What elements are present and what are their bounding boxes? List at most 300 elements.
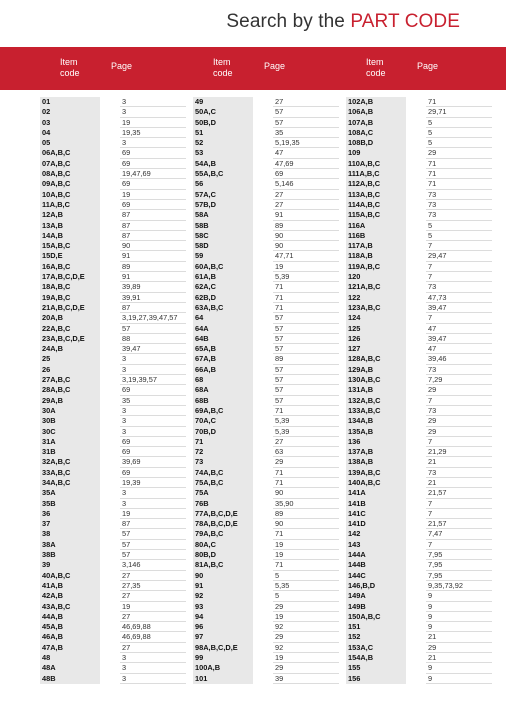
item-code: 110A,B,C <box>346 159 406 169</box>
page-ref: 9 <box>426 622 492 632</box>
page-ref: 69 <box>120 437 186 447</box>
item-code: 65A,B <box>193 344 253 354</box>
page-ref: 39,46 <box>426 354 492 364</box>
item-code: 29A,B <box>40 396 100 406</box>
item-code: 52 <box>193 138 253 148</box>
page-ref: 19 <box>273 540 339 550</box>
item-code: 28A,B,C <box>40 385 100 395</box>
item-code: 35B <box>40 499 100 509</box>
table-row <box>40 365 186 375</box>
page-ref: 57 <box>120 529 186 539</box>
page-ref: 57 <box>273 118 339 128</box>
page-ref: 63 <box>273 447 339 457</box>
table-row <box>346 262 492 272</box>
page-ref: 5,39 <box>273 427 339 437</box>
table-row <box>193 416 339 426</box>
page-ref: 7 <box>426 509 492 519</box>
item-code: 50B,D <box>193 118 253 128</box>
item-code: 96 <box>193 622 253 632</box>
page-ref: 71 <box>426 179 492 189</box>
page-ref: 3,19,39,57 <box>120 375 186 385</box>
table-row <box>346 293 492 303</box>
item-code: 49 <box>193 97 253 107</box>
table-row <box>346 632 492 642</box>
table-row <box>346 190 492 200</box>
page-ref: 27 <box>120 612 186 622</box>
page-ref: 7,95 <box>426 571 492 581</box>
page-ref: 39 <box>273 674 339 684</box>
table-row <box>193 272 339 282</box>
page-ref: 5 <box>273 571 339 581</box>
item-code: 58D <box>193 241 253 251</box>
table-row <box>193 107 339 117</box>
header-code-label: code <box>366 68 386 78</box>
table-row <box>40 550 186 560</box>
table-row <box>193 169 339 179</box>
page-ref: 69 <box>273 169 339 179</box>
item-code: 05 <box>40 138 100 148</box>
table-row <box>40 107 186 117</box>
item-code: 76B <box>193 499 253 509</box>
item-code: 106A,B <box>346 107 406 117</box>
item-code: 149B <box>346 602 406 612</box>
item-code: 71 <box>193 437 253 447</box>
item-code: 132A,B,C <box>346 396 406 406</box>
page-ref: 3 <box>120 406 186 416</box>
table-row <box>40 643 186 653</box>
item-code: 51 <box>193 128 253 138</box>
table-row <box>193 457 339 467</box>
table-row <box>193 581 339 591</box>
table-row <box>193 406 339 416</box>
item-code: 149A <box>346 591 406 601</box>
item-code: 64 <box>193 313 253 323</box>
page-ref: 9 <box>426 674 492 684</box>
item-code: 27A,B,C <box>40 375 100 385</box>
table-row <box>346 375 492 385</box>
page-ref: 9 <box>426 602 492 612</box>
table-row <box>40 540 186 550</box>
item-code: 66A,B <box>193 365 253 375</box>
table-row <box>40 118 186 128</box>
table-row <box>193 427 339 437</box>
page-ref: 5,146 <box>273 179 339 189</box>
item-code: 06A,B,C <box>40 148 100 158</box>
page-ref: 7 <box>426 313 492 323</box>
item-code: 112A,B,C <box>346 179 406 189</box>
item-code: 09A,B,C <box>40 179 100 189</box>
table-row <box>40 560 186 570</box>
item-code: 133A,B,C <box>346 406 406 416</box>
table-row <box>193 148 339 158</box>
page-ref: 92 <box>273 622 339 632</box>
item-code: 14A,B <box>40 231 100 241</box>
table-row <box>346 416 492 426</box>
page-ref: 57 <box>120 324 186 334</box>
item-code-header <box>213 57 233 79</box>
table-column-3 <box>346 97 492 684</box>
item-code: 04 <box>40 128 100 138</box>
page-ref: 71 <box>273 478 339 488</box>
table-row <box>346 427 492 437</box>
item-code: 69A,B,C <box>193 406 253 416</box>
table-row <box>346 468 492 478</box>
item-code: 38A <box>40 540 100 550</box>
item-code: 75A <box>193 488 253 498</box>
table-row <box>40 128 186 138</box>
table-row <box>40 602 186 612</box>
item-code: 72 <box>193 447 253 457</box>
table-row <box>40 293 186 303</box>
table-row <box>193 437 339 447</box>
header-code-label: code <box>213 68 233 78</box>
item-code: 80B,D <box>193 550 253 560</box>
table-row <box>40 251 186 261</box>
item-code: 48 <box>40 653 100 663</box>
item-code: 53 <box>193 148 253 158</box>
table-row <box>346 148 492 158</box>
item-code: 60A,B,C <box>193 262 253 272</box>
item-code: 68B <box>193 396 253 406</box>
table-row <box>346 251 492 261</box>
page-ref: 3 <box>120 427 186 437</box>
item-code: 34A,B,C <box>40 478 100 488</box>
table-row <box>193 509 339 519</box>
item-code: 139A,B,C <box>346 468 406 478</box>
page-ref: 47 <box>426 344 492 354</box>
page-ref: 57 <box>273 396 339 406</box>
page-ref: 73 <box>426 468 492 478</box>
page-ref: 19 <box>120 509 186 519</box>
page-ref: 39,91 <box>120 293 186 303</box>
item-code: 78A,B,C,D,E <box>193 519 253 529</box>
item-code: 25 <box>40 354 100 364</box>
table-row <box>193 447 339 457</box>
page-ref: 90 <box>273 488 339 498</box>
table-row <box>193 375 339 385</box>
table-column-1 <box>40 97 186 684</box>
page-ref: 5,35 <box>273 581 339 591</box>
page-ref: 29 <box>426 643 492 653</box>
page-ref: 47 <box>426 324 492 334</box>
table-row <box>40 591 186 601</box>
item-code: 20A,B <box>40 313 100 323</box>
table-row <box>346 231 492 241</box>
item-code: 12A,B <box>40 210 100 220</box>
page-ref: 35 <box>273 128 339 138</box>
page-ref: 19 <box>120 118 186 128</box>
table-row <box>40 241 186 251</box>
page-ref: 88 <box>120 334 186 344</box>
item-code: 99 <box>193 653 253 663</box>
table-row <box>346 591 492 601</box>
item-code: 154A,B <box>346 653 406 663</box>
page-ref: 47 <box>273 148 339 158</box>
page-ref: 3 <box>120 138 186 148</box>
item-code: 38B <box>40 550 100 560</box>
item-code: 79A,B,C <box>193 529 253 539</box>
page-ref: 57 <box>273 375 339 385</box>
item-code: 62A,C <box>193 282 253 292</box>
table-row <box>40 653 186 663</box>
item-code: 31A <box>40 437 100 447</box>
table-row <box>193 602 339 612</box>
page-ref: 27 <box>120 643 186 653</box>
page-ref: 69 <box>120 159 186 169</box>
page-ref: 5 <box>426 118 492 128</box>
table-row <box>40 179 186 189</box>
item-code: 15D,E <box>40 251 100 261</box>
item-code: 134A,B <box>346 416 406 426</box>
item-code: 141B <box>346 499 406 509</box>
item-code: 56 <box>193 179 253 189</box>
table-row <box>346 128 492 138</box>
page-ref: 57 <box>120 540 186 550</box>
page-ref: 71 <box>273 560 339 570</box>
table-row <box>40 324 186 334</box>
item-code: 93 <box>193 602 253 612</box>
table-row <box>346 241 492 251</box>
table-row <box>346 643 492 653</box>
item-code: 39 <box>40 560 100 570</box>
page-ref: 69 <box>120 200 186 210</box>
page-ref: 5 <box>273 591 339 601</box>
table-row <box>193 210 339 220</box>
page-ref: 92 <box>273 643 339 653</box>
page-ref: 3 <box>120 107 186 117</box>
item-code: 114A,B,C <box>346 200 406 210</box>
item-code: 37 <box>40 519 100 529</box>
page-ref: 90 <box>273 519 339 529</box>
table-row <box>40 97 186 107</box>
table-row <box>346 437 492 447</box>
item-code: 64B <box>193 334 253 344</box>
table-row <box>40 334 186 344</box>
item-code: 10A,B,C <box>40 190 100 200</box>
item-code: 119A,B,C <box>346 262 406 272</box>
table-row <box>193 221 339 231</box>
page-ref: 19 <box>273 612 339 622</box>
table-row <box>346 581 492 591</box>
item-code: 50A,C <box>193 107 253 117</box>
page-ref: 19,39 <box>120 478 186 488</box>
item-code: 48B <box>40 674 100 684</box>
page-header: Page <box>264 61 286 71</box>
table-row <box>40 499 186 509</box>
table-row <box>40 416 186 426</box>
item-code: 74A,B,C <box>193 468 253 478</box>
item-code: 58B <box>193 221 253 231</box>
item-code: 141A <box>346 488 406 498</box>
item-code: 15A,B,C <box>40 241 100 251</box>
table-row <box>346 97 492 107</box>
page-ref: 47,73 <box>426 293 492 303</box>
table-row <box>40 313 186 323</box>
item-code: 128A,B,C <box>346 354 406 364</box>
table-row <box>346 519 492 529</box>
item-code: 67A,B <box>193 354 253 364</box>
item-code: 01 <box>40 97 100 107</box>
item-code-header <box>366 57 386 79</box>
page-ref: 71 <box>273 303 339 313</box>
table-row <box>346 344 492 354</box>
item-code-header <box>60 57 80 79</box>
item-code: 36 <box>40 509 100 519</box>
item-code: 109 <box>346 148 406 158</box>
table-row <box>346 622 492 632</box>
table-row <box>193 293 339 303</box>
item-code: 33A,B,C <box>40 468 100 478</box>
item-code: 07A,B,C <box>40 159 100 169</box>
table-row <box>193 550 339 560</box>
page-ref: 29 <box>426 385 492 395</box>
table-row <box>40 396 186 406</box>
page-ref: 27 <box>120 591 186 601</box>
page-ref: 39,89 <box>120 282 186 292</box>
table-row <box>193 653 339 663</box>
table-row <box>193 190 339 200</box>
page-ref: 3 <box>120 674 186 684</box>
table-row <box>193 529 339 539</box>
table-row <box>193 200 339 210</box>
table-row <box>193 365 339 375</box>
item-code: 122 <box>346 293 406 303</box>
item-code: 02 <box>40 107 100 117</box>
table-row <box>193 118 339 128</box>
table-row <box>193 354 339 364</box>
page-ref: 71 <box>273 468 339 478</box>
page-ref: 29 <box>273 632 339 642</box>
item-code: 70A,C <box>193 416 253 426</box>
header-item-label: Item <box>366 57 384 67</box>
item-code: 45A,B <box>40 622 100 632</box>
item-code: 46A,B <box>40 632 100 642</box>
page-ref: 71 <box>273 529 339 539</box>
table-row <box>40 674 186 684</box>
table-row <box>346 303 492 313</box>
table-row <box>346 396 492 406</box>
item-code: 26 <box>40 365 100 375</box>
page-ref: 87 <box>120 303 186 313</box>
page-ref: 9 <box>426 663 492 673</box>
page-ref: 19 <box>273 262 339 272</box>
item-code: 42A,B <box>40 591 100 601</box>
item-code: 98A,B,C,D,E <box>193 643 253 653</box>
page-ref: 90 <box>273 231 339 241</box>
table-row <box>346 540 492 550</box>
item-code: 144C <box>346 571 406 581</box>
page-ref: 35,90 <box>273 499 339 509</box>
table-row <box>40 159 186 169</box>
page-ref: 27 <box>273 190 339 200</box>
table-row <box>193 488 339 498</box>
header-item-label: Item <box>213 57 231 67</box>
table-row <box>346 499 492 509</box>
table-row <box>193 282 339 292</box>
item-code: 141D <box>346 519 406 529</box>
item-code: 142 <box>346 529 406 539</box>
table-row <box>346 313 492 323</box>
table-row <box>40 262 186 272</box>
table-row <box>193 179 339 189</box>
page-ref: 5,39 <box>273 272 339 282</box>
page-ref: 71 <box>273 282 339 292</box>
item-code: 03 <box>40 118 100 128</box>
item-code: 30C <box>40 427 100 437</box>
page-ref: 47,71 <box>273 251 339 261</box>
page-ref: 3,19,27,39,47,57 <box>120 313 186 323</box>
table-row <box>40 221 186 231</box>
page-ref: 87 <box>120 221 186 231</box>
page-ref: 27 <box>273 97 339 107</box>
item-code: 31B <box>40 447 100 457</box>
item-code: 91 <box>193 581 253 591</box>
item-code: 22A,B,C <box>40 324 100 334</box>
table-row <box>40 148 186 158</box>
page-ref: 21,29 <box>426 447 492 457</box>
item-code: 156 <box>346 674 406 684</box>
item-code: 136 <box>346 437 406 447</box>
page-ref: 73 <box>426 190 492 200</box>
page-header: Page <box>111 61 133 71</box>
table-row <box>40 354 186 364</box>
table-row <box>193 324 339 334</box>
page-ref: 3 <box>120 354 186 364</box>
table-row <box>40 200 186 210</box>
item-code: 73 <box>193 457 253 467</box>
page-ref: 90 <box>120 241 186 251</box>
item-code: 40A,B,C <box>40 571 100 581</box>
table-row <box>193 262 339 272</box>
page-ref: 21 <box>426 632 492 642</box>
item-code: 58A <box>193 210 253 220</box>
item-code: 97 <box>193 632 253 642</box>
page-ref: 57 <box>273 313 339 323</box>
table-row <box>193 540 339 550</box>
item-code: 63A,B,C <box>193 303 253 313</box>
page-ref: 71 <box>426 159 492 169</box>
table-row <box>346 179 492 189</box>
page-ref: 5,39 <box>273 416 339 426</box>
item-code: 107A,B <box>346 118 406 128</box>
table-row <box>193 385 339 395</box>
item-code: 138A,B <box>346 457 406 467</box>
header-banner <box>0 47 506 90</box>
page-ref: 71 <box>426 97 492 107</box>
page-ref: 9 <box>426 612 492 622</box>
page-ref: 5,19,35 <box>273 138 339 148</box>
page-ref: 73 <box>426 210 492 220</box>
page-ref: 69 <box>120 179 186 189</box>
table-row <box>40 529 186 539</box>
page-ref: 73 <box>426 406 492 416</box>
table-row <box>193 334 339 344</box>
page-ref: 27 <box>273 437 339 447</box>
table-row <box>40 344 186 354</box>
table-row <box>346 478 492 488</box>
page-ref: 19 <box>120 190 186 200</box>
page-ref: 35 <box>120 396 186 406</box>
item-code: 57B,D <box>193 200 253 210</box>
item-code: 24A,B <box>40 344 100 354</box>
page-ref: 39,47 <box>120 344 186 354</box>
item-code: 152 <box>346 632 406 642</box>
page-ref: 47,69 <box>273 159 339 169</box>
page-ref: 3 <box>120 499 186 509</box>
page-ref: 89 <box>273 354 339 364</box>
title-prefix: Search by the <box>226 11 345 32</box>
item-code: 94 <box>193 612 253 622</box>
